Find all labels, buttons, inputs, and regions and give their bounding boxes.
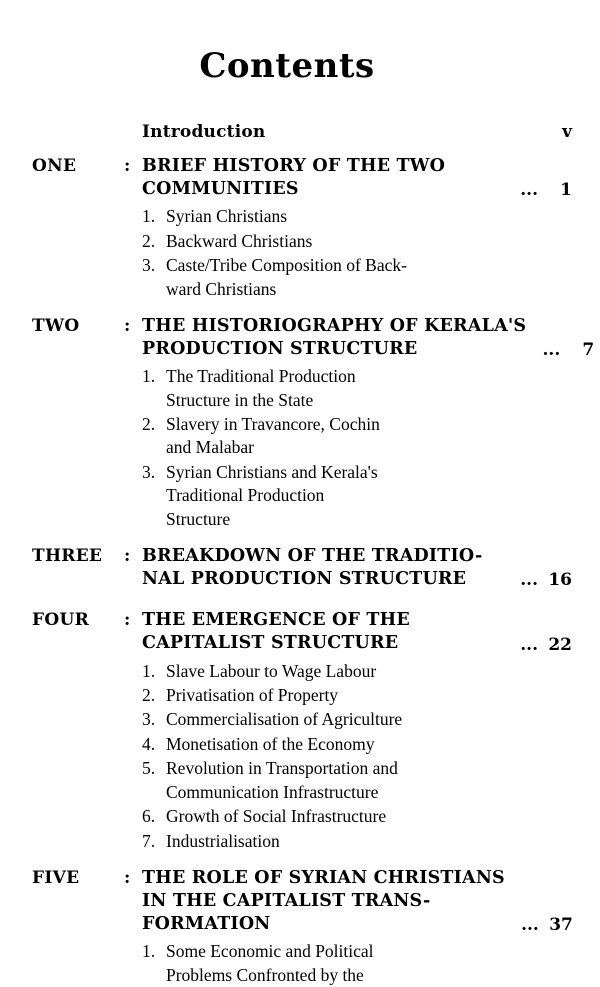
list-item — [142, 757, 572, 804]
toc-entry-introduction — [32, 122, 572, 142]
chapter-title — [142, 545, 504, 591]
table-of-contents — [0, 122, 600, 987]
subitem-text — [166, 660, 572, 683]
leader-dots: ... — [520, 570, 538, 591]
leader-dots: ... — [520, 634, 538, 655]
subitem-text — [166, 757, 572, 804]
toc-entry-chapter-one — [32, 155, 572, 201]
chapter-title-line: CAPITALIST STRUCTURE — [142, 633, 399, 654]
subitem-number: 1. — [142, 206, 156, 227]
subitem-line: The Traditional Production — [166, 366, 356, 387]
subitem-line: Communication Infrastructure — [166, 781, 379, 802]
chapter-page-number: 37 — [549, 915, 573, 936]
subitem-line: Some Economic and Political — [166, 941, 374, 962]
subitem-text — [166, 830, 572, 853]
subitem-line: Traditional Production — [166, 485, 325, 506]
chapter-page-number: 1 — [560, 180, 572, 201]
subitem-line: Slave Labour to Wage Labour — [166, 660, 377, 681]
chapter-title-line: BREAKDOWN OF THE TRADITIO- — [142, 546, 483, 567]
chapter-title — [142, 155, 504, 201]
list-item — [142, 254, 572, 301]
subitem-text — [166, 461, 572, 531]
subitem-line: Monetisation of the Economy — [166, 733, 375, 754]
subitem-number: 3. — [142, 461, 156, 482]
chapter-colon: : — [124, 610, 131, 631]
subitem-line: Growth of Social Infrastructure — [166, 806, 387, 827]
list-item — [142, 660, 572, 683]
list-item — [142, 365, 572, 412]
toc-colon-blank — [124, 122, 142, 123]
subitem-text — [166, 805, 572, 828]
toc-entry-chapter-four — [32, 609, 572, 655]
chapter-number: FIVE — [32, 868, 80, 889]
subitem-text — [166, 254, 572, 301]
chapter-title-line: BRIEF HISTORY OF THE TWO — [142, 156, 446, 176]
subitem-line: Syrian Christians and Kerala's — [166, 461, 378, 482]
subitem-line: and Malabar — [166, 437, 254, 458]
list-item — [142, 413, 572, 460]
subitem-number: 2. — [142, 230, 156, 251]
subitem-text — [166, 733, 572, 756]
subitem-text — [166, 940, 572, 987]
subitem-text — [166, 205, 572, 228]
chapter-page-number: 7 — [582, 340, 595, 361]
subitem-number: 1. — [142, 941, 156, 962]
subitem-text — [166, 230, 572, 253]
introduction-page: v — [562, 122, 572, 142]
subitem-line: Problems Confronted by the — [166, 964, 364, 985]
chapter-four-subitems — [32, 660, 572, 854]
chapter-number: TWO — [32, 315, 80, 336]
list-item — [142, 940, 572, 987]
spacer — [32, 599, 572, 609]
subitem-number: 6. — [142, 806, 156, 827]
subitem-line: Privatisation of Property — [166, 685, 339, 705]
subitem-text — [166, 684, 572, 707]
chapter-title-line: FORMATION — [142, 914, 271, 935]
chapter-colon: : — [124, 315, 131, 336]
subitem-number: 3. — [142, 709, 156, 730]
toc-entry-chapter-three — [32, 545, 572, 591]
subitem-line: Industrialisation — [166, 830, 280, 851]
subitem-line: Structure — [166, 508, 231, 529]
subitem-line: Caste/Tribe Composition of Back- — [166, 255, 407, 276]
chapter-one-subitems — [32, 205, 572, 301]
subitem-line: Structure in the State — [166, 389, 314, 410]
list-item — [142, 205, 572, 228]
chapter-number: THREE — [32, 546, 103, 567]
chapter-title-line: PRODUCTION STRUCTURE — [142, 339, 418, 360]
chapter-number: ONE — [32, 156, 77, 176]
list-item — [142, 684, 572, 707]
chapter-five-subitems — [32, 940, 572, 987]
chapter-title-line: NAL PRODUCTION STRUCTURE — [142, 569, 467, 590]
subitem-line: Backward Christians — [166, 230, 313, 251]
page-title: Contents — [199, 46, 375, 86]
list-item — [142, 230, 572, 253]
chapter-title — [142, 609, 504, 655]
chapter-title-line: IN THE CAPITALIST TRANS- — [142, 891, 431, 912]
introduction-label: Introduction — [142, 122, 266, 142]
list-item — [142, 461, 572, 531]
chapter-title-line: COMMUNITIES — [142, 179, 299, 200]
toc-number-blank — [32, 122, 124, 123]
chapter-colon: : — [124, 546, 131, 567]
subitem-number: 4. — [142, 733, 156, 754]
list-item — [142, 830, 572, 853]
chapter-page-number: 22 — [548, 634, 572, 655]
chapter-title — [142, 315, 526, 361]
leader-dots: ... — [542, 340, 561, 361]
list-item — [142, 733, 572, 756]
subitem-number: 1. — [142, 660, 156, 681]
chapter-title-line: THE ROLE OF SYRIAN CHRISTIANS — [142, 868, 505, 889]
toc-entry-chapter-two — [32, 315, 595, 361]
subitem-number: 7. — [142, 830, 156, 851]
chapter-page-number: 16 — [548, 570, 572, 591]
subitem-number: 1. — [142, 366, 156, 387]
chapter-two-subitems — [32, 365, 572, 531]
subitem-text — [166, 365, 572, 412]
subitem-line: Syrian Christians — [166, 206, 288, 227]
subitem-text — [166, 413, 572, 460]
chapter-colon: : — [124, 156, 131, 176]
subitem-number: 3. — [142, 255, 156, 276]
subitem-text — [166, 708, 572, 731]
contents-page — [0, 46, 600, 985]
chapter-title-line: THE HISTORIOGRAPHY OF KERALA'S — [142, 315, 527, 336]
leader-dots: ... — [520, 180, 538, 201]
chapter-title-line: THE EMERGENCE OF THE — [142, 610, 410, 631]
list-item — [142, 708, 572, 731]
subitem-line: ward Christians — [166, 278, 277, 299]
list-item — [142, 805, 572, 828]
chapter-colon: : — [124, 868, 131, 889]
leader-dots: ... — [521, 915, 539, 936]
subitem-line: Commercialisation of Agriculture — [166, 709, 403, 730]
subitem-line: Slavery in Travancore, Cochin — [166, 414, 380, 434]
subitem-number: 2. — [142, 685, 156, 705]
subitem-number: 2. — [142, 414, 156, 434]
subitem-number: 5. — [142, 758, 156, 779]
subitem-line: Revolution in Transportation and — [166, 758, 398, 779]
chapter-number: FOUR — [32, 610, 90, 631]
